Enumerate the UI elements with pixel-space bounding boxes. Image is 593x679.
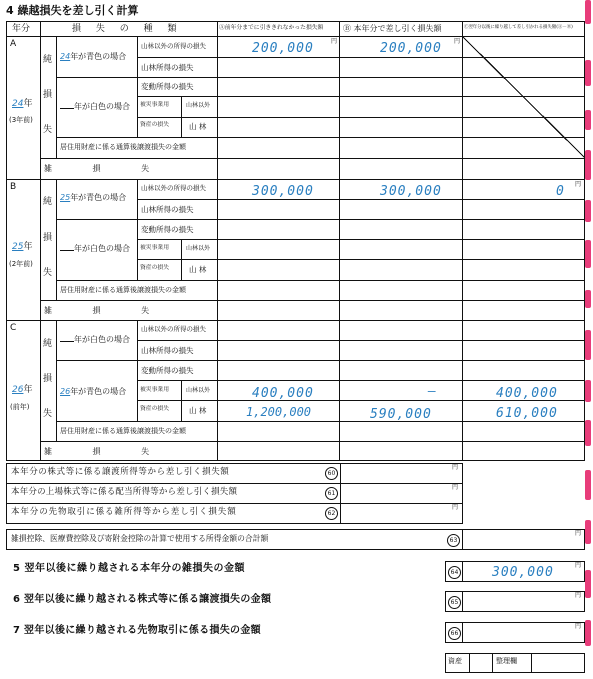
block-b-shitsu: 失 — [43, 268, 53, 278]
deduction-label-62: 本年分の先物取引に係る雑所得等から差し引く損失額 — [11, 507, 237, 517]
block-a-variable-loss: 変動所得の損失 — [141, 82, 194, 91]
block-b-misc-loss: 雑 損 失 — [44, 306, 150, 315]
block-b-forest: 山 林 — [189, 265, 207, 274]
carry-misc-loss-value[interactable]: 300,000 — [492, 565, 554, 580]
block-b-nonforest-value-a[interactable]: 300,000 — [252, 184, 314, 199]
block-b-nonforest-value-b[interactable]: 300,000 — [380, 184, 442, 199]
block-b-year-value: 25 — [12, 242, 24, 252]
block-c-nonforest: 山林以外 — [186, 387, 211, 394]
block-b-yen-c: 円 — [575, 181, 582, 188]
block-c-dis-forest-value-a[interactable]: 1,200,000 — [246, 405, 312, 419]
deduction-yen-61: 円 — [452, 484, 459, 491]
block-c-disaster-2: 資産の損失 — [140, 406, 169, 412]
block-c-letter: C — [10, 323, 17, 333]
block-b-letter: B — [10, 182, 17, 192]
footer-ledger-label: 整理欄 — [496, 657, 517, 665]
block-c-dis-nonforest-value-a[interactable]: 400,000 — [252, 386, 314, 401]
block-c-blue-year: 26 — [60, 387, 71, 396]
header-col-c: Ⓒ翌年分以後に繰り越して差し引かれる損失額(Ⓐ－Ⓑ) — [464, 25, 573, 30]
block-a-year: 24年 — [12, 99, 33, 109]
block-c-shitsu: 失 — [43, 409, 53, 419]
deduction-num-60: 60 — [325, 467, 338, 480]
block-c-dis-forest-value-c[interactable]: 610,000 — [496, 406, 558, 421]
header-year: 年分 — [12, 24, 31, 34]
deduction-label-61: 本年分の上場株式等に係る配当所得等から差し引く損失額 — [11, 487, 238, 497]
deduction-label-60: 本年分の株式等に係る譲渡所得等から差し引く損失額 — [11, 467, 230, 477]
block-a-disaster-2: 資産の損失 — [140, 122, 169, 128]
header-loss-kind: 損 失 の 種 類 — [72, 24, 183, 34]
block-c-misc-loss: 雑 損 失 — [44, 447, 150, 456]
block-a-blue-year: 24 — [60, 52, 71, 61]
block-c-blue-case: 26年が青色の場合 — [60, 387, 127, 396]
total-income-num: 63 — [447, 534, 460, 547]
deduction-yen-60: 円 — [452, 464, 459, 471]
carry-misc-loss-yen: 円 — [575, 562, 582, 569]
block-b-white-case: 年が白色の場合 — [60, 245, 130, 253]
margin-annotation-strokes — [585, 0, 593, 679]
block-c-dis-nonforest-value-b[interactable]: — — [428, 384, 437, 399]
block-b-blue-year: 25 — [60, 193, 71, 202]
block-a-residential: 居住用財産に係る通算後譲渡損失の金額 — [60, 143, 186, 151]
block-a-misc-loss: 雑 損 失 — [44, 164, 150, 173]
block-b-variable-loss: 変動所得の損失 — [141, 225, 194, 234]
block-c-year: 26年 — [12, 385, 33, 395]
block-b-note: (2年前) — [9, 260, 33, 268]
block-a-nonforest-value-b[interactable]: 200,000 — [380, 41, 442, 56]
block-b-nonforest-loss: 山林以外の所得の損失 — [141, 184, 206, 192]
block-c-note: (前年) — [10, 403, 30, 411]
block-c-dis-nonforest-value-c[interactable]: 400,000 — [496, 386, 558, 401]
block-b-year: 25年 — [12, 242, 33, 252]
total-income-label: 雑損控除、医療費控除及び寄附金控除の計算で使用する所得金額の合計額 — [11, 534, 269, 543]
block-b-disaster-2: 資産の損失 — [140, 265, 169, 271]
block-a-shitsu: 失 — [43, 125, 53, 135]
carry-stock-loss-yen: 円 — [575, 592, 582, 599]
footer-asset-label: 資産 — [448, 657, 462, 665]
block-a-forest-loss: 山林所得の損失 — [141, 63, 194, 72]
block-c-son: 損 — [43, 374, 53, 384]
block-a-son: 損 — [43, 90, 53, 100]
carry-stock-loss-label: 6 翌年以後に繰り越される株式等に係る譲渡損失の金額 — [13, 594, 272, 605]
block-b-sumi: 純 — [43, 197, 53, 207]
block-a-nonforest: 山林以外 — [186, 102, 211, 109]
block-c-residential: 居住用財産に係る通算後譲渡損失の金額 — [60, 427, 186, 435]
block-b-blue-case: 25年が青色の場合 — [60, 193, 127, 202]
block-a-white-case: 年が白色の場合 — [60, 103, 130, 111]
block-c-white-case: 年が白色の場合 — [60, 336, 130, 344]
deduction-num-62: 62 — [325, 507, 338, 520]
block-c-dis-forest-value-b[interactable]: 590,000 — [370, 407, 432, 422]
block-c-year-value: 26 — [12, 385, 24, 395]
block-c-nonforest-loss: 山林以外の所得の損失 — [141, 325, 206, 333]
block-a-note: (3年前) — [9, 116, 33, 124]
carry-misc-loss-num: 64 — [448, 566, 461, 579]
block-c-forest: 山 林 — [189, 406, 207, 415]
block-a-forest: 山 林 — [189, 122, 207, 131]
block-b-disaster-1: 被災事業用 — [140, 245, 169, 251]
block-c-sumi: 純 — [43, 339, 53, 349]
block-a-yen-b: 円 — [454, 38, 461, 45]
carry-stock-loss-num: 65 — [448, 596, 461, 609]
block-a-nonforest-loss: 山林以外の所得の損失 — [141, 42, 206, 50]
block-c-forest-loss: 山林所得の損失 — [141, 346, 194, 355]
block-a-disaster-1: 被災事業用 — [140, 102, 169, 108]
block-b-son: 損 — [43, 233, 53, 243]
carry-futures-loss-label: 7 翌年以後に繰り越される先物取引に係る損失の金額 — [13, 625, 261, 636]
block-a-year-value: 24 — [12, 99, 24, 109]
block-a-nonforest-value-a[interactable]: 200,000 — [252, 41, 314, 56]
block-b-forest-loss: 山林所得の損失 — [141, 205, 194, 214]
carry-misc-loss-label: 5 翌年以後に繰り越される本年分の雑損失の金額 — [13, 563, 245, 574]
block-a-letter: A — [10, 39, 17, 49]
block-b-nonforest: 山林以外 — [186, 245, 211, 252]
block-b-residential: 居住用財産に係る通算後譲渡損失の金額 — [60, 286, 186, 294]
block-a-blue-case: 24年が青色の場合 — [60, 52, 127, 61]
header-col-b: Ⓑ 本年分で差し引く損失額 — [343, 24, 442, 33]
deduction-num-61: 61 — [325, 487, 338, 500]
block-b-nonforest-value-c[interactable]: 0 — [556, 184, 565, 199]
block-a-sumi: 純 — [43, 55, 53, 65]
carry-futures-loss-num: 66 — [448, 627, 461, 640]
carry-futures-loss-yen: 円 — [575, 623, 582, 630]
block-c-variable-loss: 変動所得の損失 — [141, 366, 194, 375]
total-income-yen: 円 — [575, 530, 582, 537]
deduction-yen-62: 円 — [452, 504, 459, 511]
section-title: 4 繰越損失を差し引く計算 — [6, 4, 139, 17]
header-col-a: Ⓐ前年分までに引ききれなかった損失額 — [219, 25, 324, 31]
block-a-yen-a: 円 — [331, 38, 338, 45]
block-c-disaster-1: 被災事業用 — [140, 387, 169, 393]
